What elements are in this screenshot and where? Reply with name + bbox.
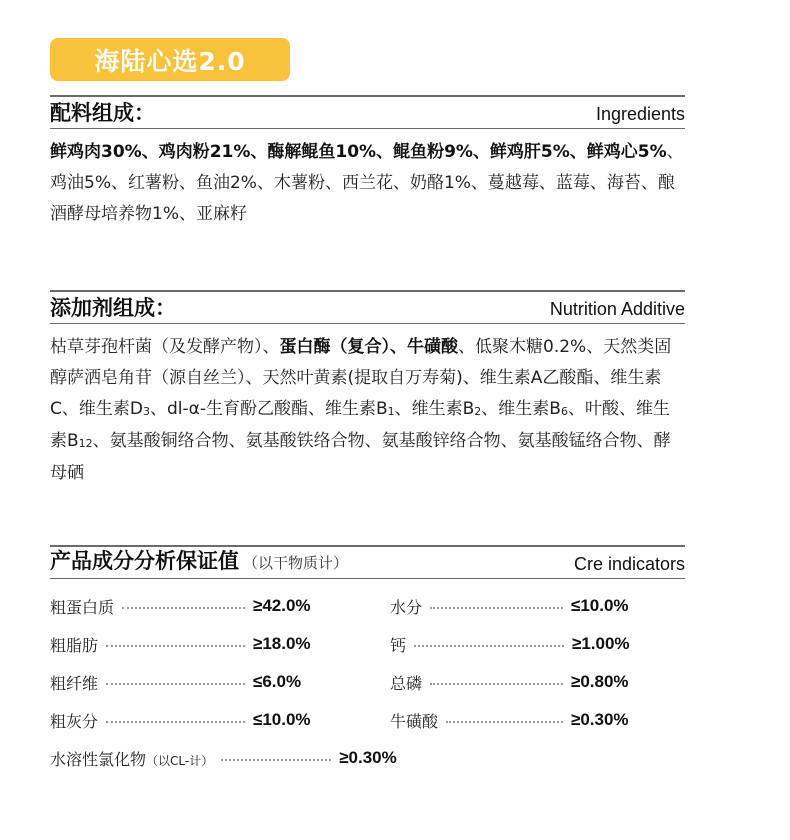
analysis-header — [50, 545, 685, 579]
analysis-title-main: 产品成分分析保证值 — [50, 549, 239, 573]
row-value: ≥42.0% — [253, 596, 311, 615]
additive-text-6: 、叶酸、维生素B — [50, 399, 670, 451]
analysis-title — [50, 548, 348, 576]
leader-dots — [430, 607, 563, 609]
analysis-en-title: Cre indicators — [573, 554, 685, 574]
analysis-title-sub: （以干物质计） — [243, 554, 349, 572]
subscript-b6: 6 — [560, 405, 568, 418]
ingredients-section — [50, 95, 685, 230]
row-value: ≥1.00% — [572, 634, 630, 653]
additive-header — [50, 290, 685, 324]
row-label: 水分 — [390, 597, 423, 617]
row-label: 钙 — [390, 635, 407, 655]
leader-dots — [106, 683, 245, 685]
additive-text-4: 、维生素B — [394, 399, 475, 419]
row-label-small: （以CL-计） — [146, 753, 214, 768]
ingredients-rest: 、鸡油5%、红薯粉、鱼油2%、木薯粉、西兰花、奶酪1%、蔓越莓、蓝莓、海苔、酿酒酵母培养物1%、亚麻籽 — [50, 142, 684, 224]
additive-text-5: 、维生素B — [481, 399, 561, 419]
additive-text-2: 、低聚木糖0.2%、天然类固醇萨洒皂角苷（源自丝兰）、天然叶黄素(提取自万寿菊)、维生素A乙酸酯、维生素C、维生素D — [50, 337, 672, 419]
leader-dots — [106, 645, 245, 647]
row-value: ≤10.0% — [571, 596, 629, 615]
row-label: 总磷 — [390, 673, 423, 693]
row-label: 粗纤维 — [50, 673, 99, 693]
additive-text-1: 枯草芽孢杆菌（及发酵产物）、 — [50, 337, 280, 357]
additive-text — [50, 332, 685, 489]
additive-text-3: 、dl-α-生育酚乙酸酯、维生素B — [149, 399, 388, 419]
analysis-row — [50, 663, 685, 701]
leader-dots — [430, 683, 563, 685]
analysis-row-last — [50, 739, 685, 777]
analysis-section — [50, 545, 685, 777]
additive-bold: 蛋白酶（复合）、牛磺酸 — [279, 337, 458, 357]
ingredients-en-title: Ingredients — [595, 104, 685, 124]
row-value: ≥0.80% — [571, 672, 629, 691]
row-label-main: 水溶性氯化物 — [50, 749, 147, 769]
subscript-b12: 12 — [78, 437, 93, 450]
leader-dots — [446, 721, 563, 723]
additive-text-7: 、氨基酸铜络合物、氨基酸铁络合物、氨基酸锌络合物、氨基酸锰络合物、酵母硒 — [50, 431, 671, 483]
analysis-table — [50, 587, 685, 777]
row-label: 粗脂肪 — [50, 635, 99, 655]
analysis-row — [50, 587, 685, 625]
row-value: ≥0.30% — [571, 710, 629, 729]
leader-dots — [106, 721, 245, 723]
subscript-b2: 2 — [474, 405, 482, 418]
ingredients-text — [50, 137, 685, 230]
row-label: 牛磺酸 — [390, 711, 439, 731]
ingredients-title: 配料组成： — [50, 101, 155, 125]
row-value: ≤10.0% — [253, 710, 311, 729]
subscript-d3: 3 — [142, 405, 150, 418]
row-label — [50, 747, 213, 770]
ingredients-header — [50, 95, 685, 129]
additive-en-title: Nutrition Additive — [549, 299, 685, 319]
leader-dots — [221, 759, 331, 761]
row-value: ≥18.0% — [253, 634, 311, 653]
additive-section — [50, 290, 685, 489]
row-value: ≤6.0% — [253, 672, 302, 691]
row-value: ≥0.30% — [339, 748, 397, 767]
additive-title: 添加剂组成： — [50, 296, 176, 320]
subscript-b1: 1 — [387, 405, 395, 418]
row-label: 粗灰分 — [50, 711, 99, 731]
ingredients-bold: 鲜鸡肉30%、鸡肉粉21%、酶解鲲鱼10%、鲲鱼粉9%、鲜鸡肝5%、鲜鸡心5% — [50, 142, 667, 162]
analysis-row — [50, 625, 685, 663]
leader-dots — [414, 645, 564, 647]
analysis-row — [50, 701, 685, 739]
leader-dots — [122, 607, 245, 609]
row-label: 粗蛋白质 — [50, 597, 115, 617]
product-badge: 海陆心选2.0 — [50, 38, 290, 81]
